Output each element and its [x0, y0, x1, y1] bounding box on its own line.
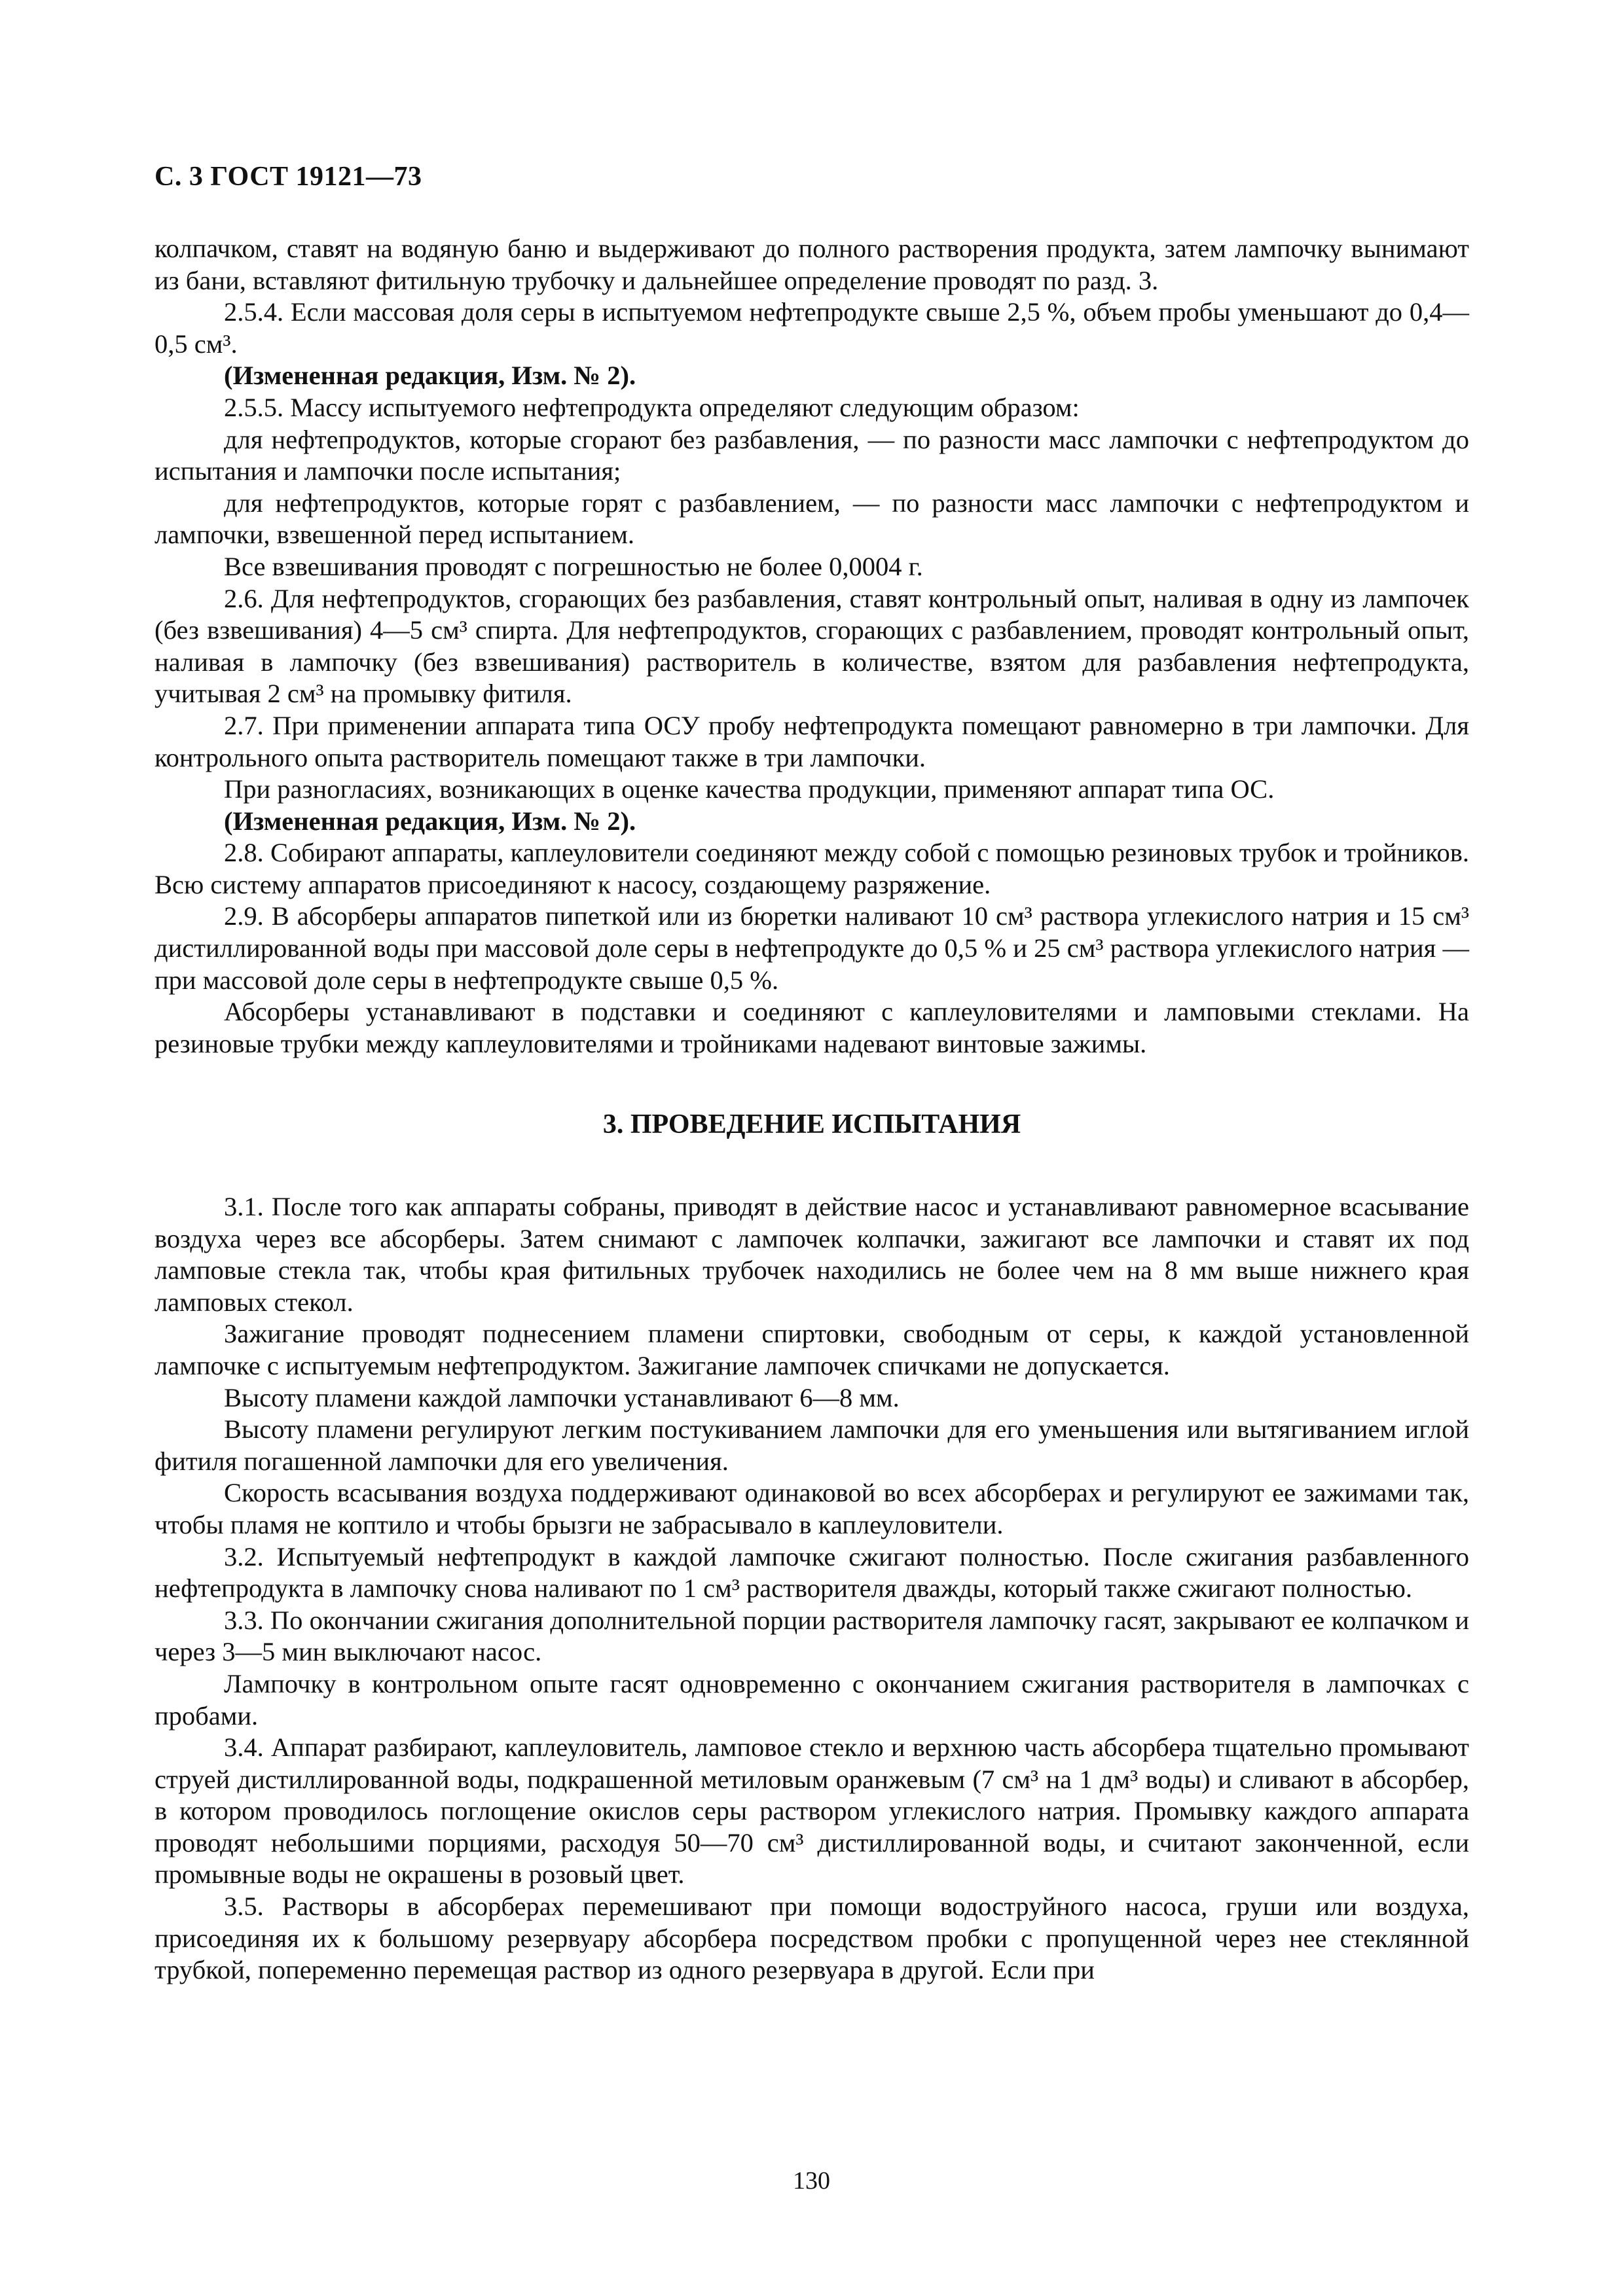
paragraph-control-lamp: Лампочку в контрольном опыте гасят одновременно с окончанием сжигания растворителя в лампочках с пробами. — [155, 1668, 1469, 1731]
paragraph-2-5-4: 2.5.4. Если массовая доля серы в испытуемом нефтепродукте свыше 2,5 %, объем пробы уменьшают до 0,4—0,5 см³. — [155, 297, 1469, 359]
section-title: 3. ПРОВЕДЕНИЕ ИСПЫТАНИЯ — [602, 1109, 1021, 1139]
paragraph-3-1: 3.1. После того как аппараты собраны, приводят в действие насос и устанавливают равномерное всасывание воздуха через все абсорберы. Затем снимают с лампочек колпачки, зажигают все лампочки и ставят их под ламповые стекла так, чтобы края фитильных трубочек находились не более чем на 8 мм выше нижнего края ламповых стекол. — [155, 1192, 1469, 1317]
page-header: С. 3 ГОСТ 19121—73 — [155, 162, 422, 192]
paragraph-2-6: 2.6. Для нефтепродуктов, сгорающих без разбавления, ставят контрольный опыт, наливая в одну из лампочек (без взвешивания) 4—5 см³ спирта. Для нефтепродуктов, сгорающих с разбавлением, проводят контрольный опыт, наливая в лампочку (без взвешивания) растворитель в количестве, взятом для разбавления нефтепродукта, учитывая 2 см³ на промывку фитиля. — [155, 583, 1469, 709]
paragraph-air-speed: Скорость всасывания воздуха поддерживают одинаковой во всех абсорберах и регулируют ее зажимами так, чтобы пламя не коптило и чтобы брызги не забрасывало в каплеуловители. — [155, 1478, 1469, 1539]
paragraph-continuation: колпачком, ставят на водяную баню и выдерживают до полного растворения продукта, затем лампочку вынимают из бани, вставляют фитильную трубочку и дальнейшее определение проводят по разд. 3. — [155, 234, 1469, 295]
paragraph-2-7: 2.7. При применении аппарата типа ОСУ пробу нефтепродукта помещают равномерно в три лампочки. Для контрольного опыта растворитель помещают также в три лампочки. — [155, 710, 1469, 772]
paragraph-2-9: 2.9. В абсорберы аппаратов пипеткой или из бюретки наливают 10 см³ раствора углекислого натрия и 15 см³ дистиллированной воды при массовой доле серы в нефтепродукте до 0,5 % и 25 см³ раствора углекислого натрия — при массовой доле серы в нефтепродукте свыше 0,5 %. — [155, 901, 1469, 995]
paragraph-flame-height: Высоту пламени каждой лампочки устанавливают 6—8 мм. — [224, 1382, 900, 1412]
paragraph-mass-no-dilution: для нефтепродуктов, которые сгорают без разбавления, — по разности масс лампочки с нефтепродуктом до испытания и лампочки после испытания; — [155, 424, 1469, 486]
paragraph-ignition: Зажигание проводят поднесением пламени спиртовки, свободным от серы, к каждой установленной лампочке с испытуемым нефтепродуктом. Зажигание лампочек спичками не допускается. — [155, 1319, 1469, 1380]
paragraph-2-5-5: 2.5.5. Массу испытуемого нефтепродукта определяют следующим образом: — [224, 392, 1080, 422]
amendment-note: (Измененная редакция, Изм. № 2). — [224, 361, 636, 391]
text-block-section-2 — [155, 233, 1469, 1060]
page-number: 130 — [793, 2167, 830, 2195]
paragraph-3-4: 3.4. Аппарат разбирают, каплеуловитель, ламповое стекло и верхнюю часть абсорбера тщательно промывают струей дистиллированной воды, подкрашенной метиловым оранжевым (7 см³ на 1 дм³ воды) и сливают в абсорбер, в котором проводилось поглощение окислов серы раствором углекислого натрия. Промывку каждого аппарата проводят небольшими порциями, расходуя 50—70 см³ дистиллированной воды, и считают законченной, если промывные воды не окрашены в розовый цвет. — [155, 1732, 1469, 1890]
paragraph-2-8: 2.8. Собирают аппараты, каплеуловители соединяют между собой с помощью резиновых трубок и тройников. Всю систему аппаратов присоединяют к насосу, создающему разряжение. — [155, 838, 1469, 899]
paragraph-flame-regulation: Высоту пламени регулируют легким постукиванием лампочки для его уменьшения или вытягиванием иглой фитиля погашенной лампочки для его увеличения. — [155, 1414, 1469, 1476]
text-block-section-3 — [155, 1191, 1469, 1986]
amendment-note: (Измененная редакция, Изм. № 2). — [224, 806, 636, 836]
paragraph-absorbers: Абсорберы устанавливают в подставки и соединяют с каплеуловителями и ламповыми стеклами. На резиновые трубки между каплеуловителями и тройниками надевают винтовые зажимы. — [155, 997, 1469, 1058]
paragraph-3-3: 3.3. По окончании сжигания дополнительной порции растворителя лампочку гасят, закрывают ее колпачком и через 3—5 мин выключают насос. — [155, 1605, 1469, 1667]
paragraph-mass-dilution: для нефтепродуктов, которые горят с разбавлением, — по разности масс лампочки с нефтепродуктом и лампочки, взвешенной перед испытанием. — [155, 488, 1469, 550]
paragraph-3-2: 3.2. Испытуемый нефтепродукт в каждой лампочке сжигают полностью. После сжигания разбавленного нефтепродукта в лампочку снова наливают по 1 см³ растворителя дважды, который также сжигают полностью. — [155, 1541, 1469, 1604]
paragraph-weighing: Все взвешивания проводят с погрешностью не более 0,0004 г. — [224, 551, 923, 581]
paragraph-disagreements: При разногласиях, возникающих в оценке качества продукции, применяют аппарат типа ОС. — [224, 774, 1275, 804]
paragraph-3-5: 3.5. Растворы в абсорберах перемешивают при помощи водоструйного насоса, груши или воздуха, присоединяя их к большому резервуару абсорбера посредством пробки с пропущенной через нее стеклянной трубкой, попеременно перемещая раствор из одного резервуара в другой. Если при — [155, 1892, 1469, 1985]
